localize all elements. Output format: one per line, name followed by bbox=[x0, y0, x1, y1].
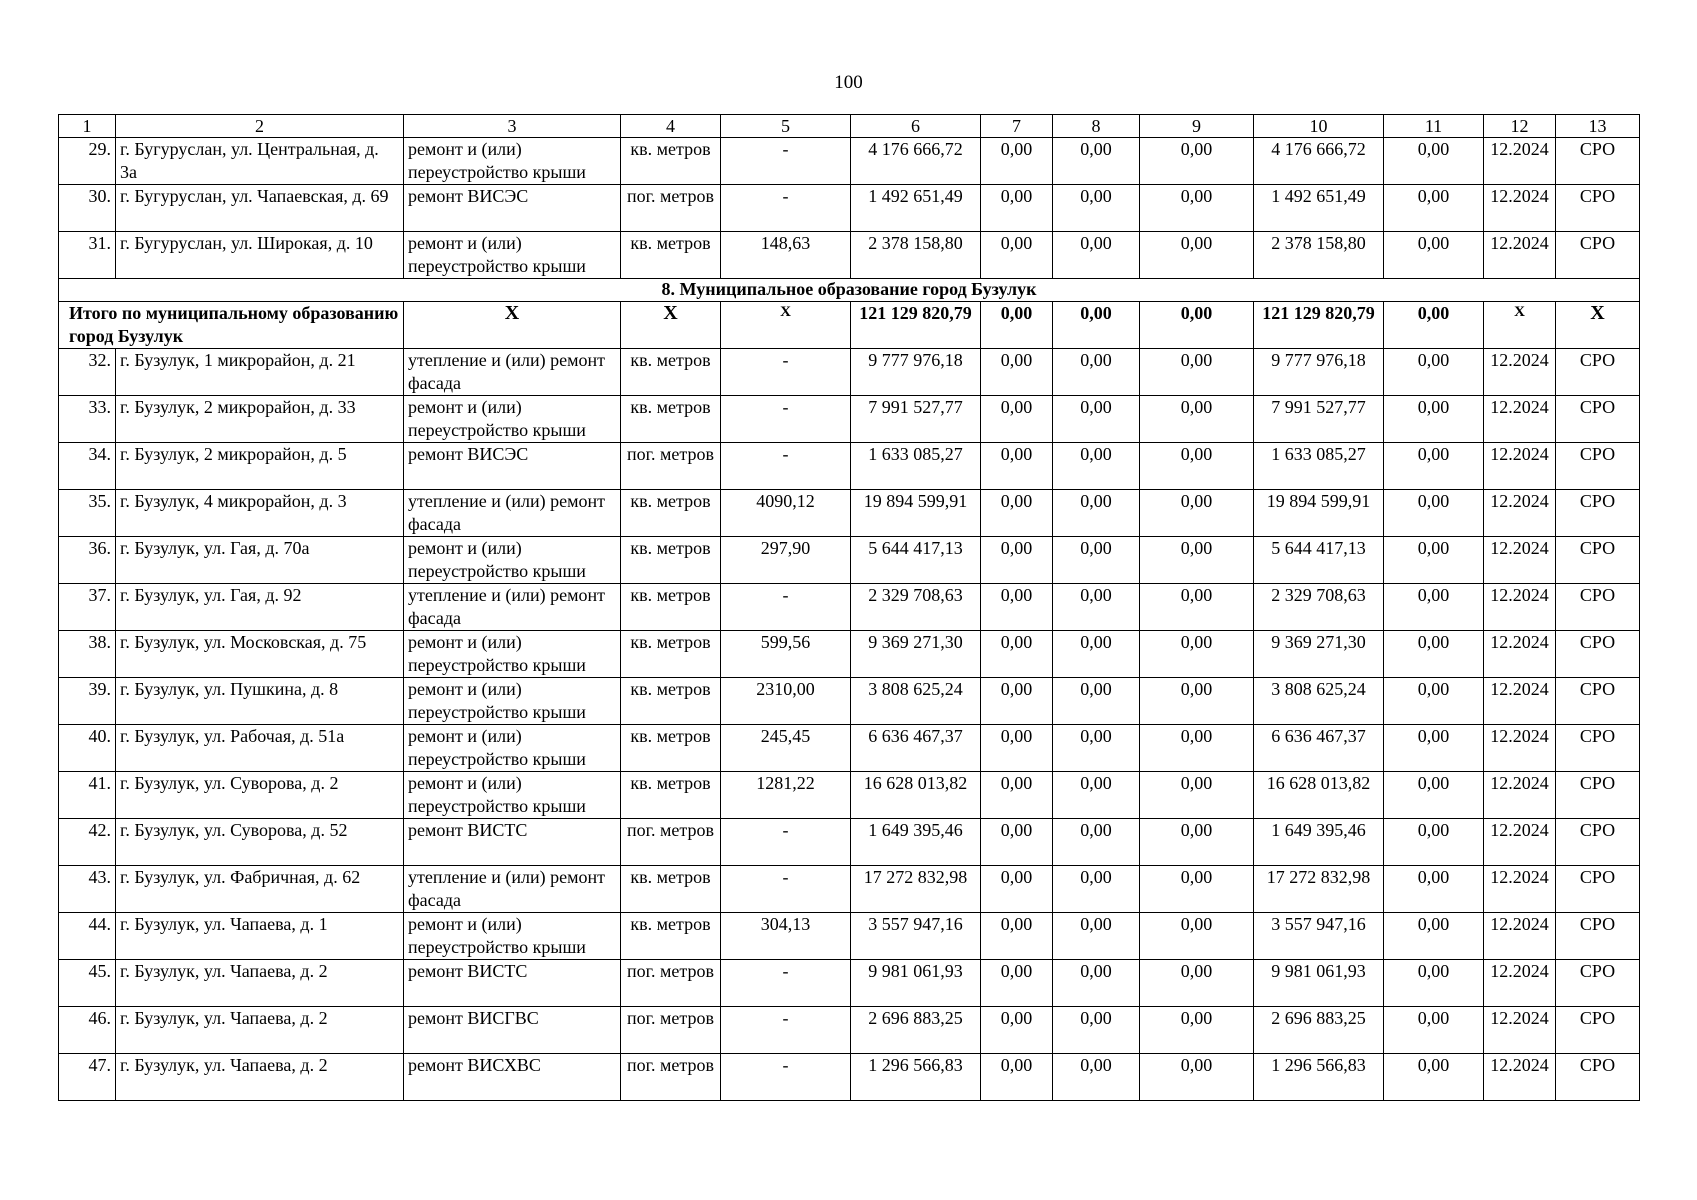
cost-cell: 0,00 bbox=[1053, 631, 1140, 678]
cost-cell: 0,00 bbox=[1140, 725, 1254, 772]
total-cost-cell: 3 808 625,24 bbox=[851, 678, 981, 725]
cost-cell: 0,00 bbox=[981, 537, 1053, 584]
cost-cell: 0,00 bbox=[981, 490, 1053, 537]
address-cell: г. Бузулук, 2 микрорайон, д. 33 bbox=[116, 396, 404, 443]
table-row bbox=[59, 725, 1640, 772]
address-cell: г. Бузулук, ул. Фабричная, д. 62 bbox=[116, 866, 404, 913]
area-cell: 2310,00 bbox=[721, 678, 851, 725]
section-title: 8. Муниципальное образование город Бузулук bbox=[59, 279, 1640, 302]
page-number: 100 bbox=[834, 72, 863, 93]
cost-cell: 0,00 bbox=[981, 960, 1053, 1007]
cost-cell: 0,00 bbox=[1140, 1007, 1254, 1054]
contractor-cell: СРО bbox=[1556, 725, 1640, 772]
cost-cell: 0,00 bbox=[1384, 1054, 1484, 1101]
row-number: 36. bbox=[59, 537, 116, 584]
table-row bbox=[59, 678, 1640, 725]
table-row bbox=[59, 138, 1640, 185]
row-number: 39. bbox=[59, 678, 116, 725]
total-cell: 121 129 820,79 bbox=[851, 302, 981, 349]
completion-date-cell: 12.2024 bbox=[1484, 537, 1556, 584]
total-cell: X bbox=[1484, 302, 1556, 349]
completion-date-cell: 12.2024 bbox=[1484, 138, 1556, 185]
completion-date-cell: 12.2024 bbox=[1484, 725, 1556, 772]
unit-cell: кв. метров bbox=[621, 913, 721, 960]
cost-cell: 0,00 bbox=[1053, 772, 1140, 819]
cost-cell: 0,00 bbox=[1140, 866, 1254, 913]
completion-date-cell: 12.2024 bbox=[1484, 232, 1556, 279]
area-cell: 304,13 bbox=[721, 913, 851, 960]
work-type-cell: ремонт и (или) переустройство крыши bbox=[404, 913, 621, 960]
cost-cell: 3 557 947,16 bbox=[1254, 913, 1384, 960]
municipality-total-row bbox=[59, 302, 1640, 349]
cost-cell: 0,00 bbox=[1384, 913, 1484, 960]
address-cell: г. Бузулук, ул. Чапаева, д. 1 bbox=[116, 913, 404, 960]
address-cell: г. Бузулук, ул. Гая, д. 92 bbox=[116, 584, 404, 631]
column-header: 11 bbox=[1384, 115, 1484, 138]
cost-cell: 17 272 832,98 bbox=[1254, 866, 1384, 913]
contractor-cell: СРО bbox=[1556, 1054, 1640, 1101]
unit-cell: пог. метров bbox=[621, 185, 721, 232]
contractor-cell: СРО bbox=[1556, 678, 1640, 725]
total-label: Итого по муниципальному образованию город Бузулук bbox=[59, 302, 404, 349]
total-cell: 0,00 bbox=[1140, 302, 1254, 349]
work-type-cell: утепление и (или) ремонт фасада bbox=[404, 866, 621, 913]
work-type-cell: ремонт ВИСГВС bbox=[404, 1007, 621, 1054]
total-cell: 0,00 bbox=[981, 302, 1053, 349]
work-type-cell: утепление и (или) ремонт фасада bbox=[404, 349, 621, 396]
cost-cell: 0,00 bbox=[1053, 185, 1140, 232]
completion-date-cell: 12.2024 bbox=[1484, 490, 1556, 537]
contractor-cell: СРО bbox=[1556, 913, 1640, 960]
cost-cell: 0,00 bbox=[1384, 819, 1484, 866]
completion-date-cell: 12.2024 bbox=[1484, 678, 1556, 725]
cost-cell: 0,00 bbox=[1384, 1007, 1484, 1054]
work-type-cell: ремонт и (или) переустройство крыши bbox=[404, 232, 621, 279]
cost-cell: 0,00 bbox=[1053, 584, 1140, 631]
address-cell: г. Бузулук, ул. Чапаева, д. 2 bbox=[116, 960, 404, 1007]
cost-cell: 0,00 bbox=[981, 1054, 1053, 1101]
work-type-cell: ремонт и (или) переустройство крыши bbox=[404, 772, 621, 819]
cost-cell: 0,00 bbox=[1384, 443, 1484, 490]
contractor-cell: СРО bbox=[1556, 866, 1640, 913]
completion-date-cell: 12.2024 bbox=[1484, 772, 1556, 819]
area-cell: - bbox=[721, 819, 851, 866]
work-type-cell: утепление и (или) ремонт фасада bbox=[404, 490, 621, 537]
cost-cell: 0,00 bbox=[981, 232, 1053, 279]
unit-cell: кв. метров bbox=[621, 584, 721, 631]
table-row bbox=[59, 772, 1640, 819]
completion-date-cell: 12.2024 bbox=[1484, 960, 1556, 1007]
area-cell: - bbox=[721, 138, 851, 185]
cost-cell: 7 991 527,77 bbox=[1254, 396, 1384, 443]
area-cell: - bbox=[721, 396, 851, 443]
cost-cell: 0,00 bbox=[981, 866, 1053, 913]
contractor-cell: СРО bbox=[1556, 537, 1640, 584]
area-cell: - bbox=[721, 584, 851, 631]
address-cell: г. Бузулук, ул. Суворова, д. 52 bbox=[116, 819, 404, 866]
cost-cell: 0,00 bbox=[981, 819, 1053, 866]
column-number-header bbox=[59, 115, 1640, 138]
cost-cell: 0,00 bbox=[1140, 232, 1254, 279]
address-cell: г. Бузулук, ул. Рабочая, д. 51а bbox=[116, 725, 404, 772]
work-type-cell: ремонт и (или) переустройство крыши bbox=[404, 396, 621, 443]
cost-cell: 0,00 bbox=[1053, 232, 1140, 279]
cost-cell: 0,00 bbox=[1384, 678, 1484, 725]
unit-cell: кв. метров bbox=[621, 232, 721, 279]
completion-date-cell: 12.2024 bbox=[1484, 349, 1556, 396]
cost-cell: 0,00 bbox=[1140, 1054, 1254, 1101]
cost-cell: 0,00 bbox=[1053, 1054, 1140, 1101]
total-cell: X bbox=[404, 302, 621, 349]
area-cell: 148,63 bbox=[721, 232, 851, 279]
cost-cell: 0,00 bbox=[1140, 913, 1254, 960]
table-row bbox=[59, 960, 1640, 1007]
cost-cell: 0,00 bbox=[981, 678, 1053, 725]
cost-cell: 0,00 bbox=[1053, 443, 1140, 490]
contractor-cell: СРО bbox=[1556, 349, 1640, 396]
work-type-cell: ремонт ВИСЭС bbox=[404, 443, 621, 490]
total-cell: 121 129 820,79 bbox=[1254, 302, 1384, 349]
cost-cell: 0,00 bbox=[1140, 349, 1254, 396]
contractor-cell: СРО bbox=[1556, 490, 1640, 537]
address-cell: г. Бузулук, 2 микрорайон, д. 5 bbox=[116, 443, 404, 490]
row-number: 42. bbox=[59, 819, 116, 866]
total-cell: 0,00 bbox=[1053, 302, 1140, 349]
cost-cell: 0,00 bbox=[1140, 584, 1254, 631]
total-cost-cell: 6 636 467,37 bbox=[851, 725, 981, 772]
row-number: 38. bbox=[59, 631, 116, 678]
total-cost-cell: 7 991 527,77 bbox=[851, 396, 981, 443]
cost-cell: 0,00 bbox=[1053, 349, 1140, 396]
completion-date-cell: 12.2024 bbox=[1484, 631, 1556, 678]
total-cell: X bbox=[621, 302, 721, 349]
cost-cell: 0,00 bbox=[1140, 443, 1254, 490]
total-cell: 0,00 bbox=[1384, 302, 1484, 349]
area-cell: 297,90 bbox=[721, 537, 851, 584]
column-header: 3 bbox=[404, 115, 621, 138]
cost-cell: 6 636 467,37 bbox=[1254, 725, 1384, 772]
table-row bbox=[59, 490, 1640, 537]
total-cost-cell: 3 557 947,16 bbox=[851, 913, 981, 960]
cost-cell: 0,00 bbox=[1053, 537, 1140, 584]
table-row bbox=[59, 866, 1640, 913]
cost-cell: 0,00 bbox=[981, 913, 1053, 960]
cost-cell: 0,00 bbox=[1140, 678, 1254, 725]
cost-cell: 0,00 bbox=[1384, 490, 1484, 537]
cost-cell: 0,00 bbox=[1140, 960, 1254, 1007]
area-cell: 4090,12 bbox=[721, 490, 851, 537]
completion-date-cell: 12.2024 bbox=[1484, 819, 1556, 866]
total-cost-cell: 1 492 651,49 bbox=[851, 185, 981, 232]
cost-cell: 9 369 271,30 bbox=[1254, 631, 1384, 678]
section-header-row bbox=[59, 279, 1640, 302]
contractor-cell: СРО bbox=[1556, 138, 1640, 185]
table-row bbox=[59, 349, 1640, 396]
cost-cell: 0,00 bbox=[1140, 631, 1254, 678]
work-type-cell: ремонт ВИСХВС bbox=[404, 1054, 621, 1101]
cost-cell: 1 633 085,27 bbox=[1254, 443, 1384, 490]
table-row bbox=[59, 396, 1640, 443]
cost-cell: 0,00 bbox=[1053, 819, 1140, 866]
contractor-cell: СРО bbox=[1556, 232, 1640, 279]
cost-cell: 1 492 651,49 bbox=[1254, 185, 1384, 232]
cost-cell: 1 649 395,46 bbox=[1254, 819, 1384, 866]
cost-cell: 0,00 bbox=[981, 396, 1053, 443]
contractor-cell: СРО bbox=[1556, 960, 1640, 1007]
cost-cell: 0,00 bbox=[1140, 396, 1254, 443]
cost-cell: 0,00 bbox=[1384, 232, 1484, 279]
unit-cell: кв. метров bbox=[621, 138, 721, 185]
address-cell: г. Бузулук, 4 микрорайон, д. 3 bbox=[116, 490, 404, 537]
unit-cell: кв. метров bbox=[621, 725, 721, 772]
unit-cell: кв. метров bbox=[621, 349, 721, 396]
contractor-cell: СРО bbox=[1556, 1007, 1640, 1054]
completion-date-cell: 12.2024 bbox=[1484, 443, 1556, 490]
column-header: 2 bbox=[116, 115, 404, 138]
table-row bbox=[59, 819, 1640, 866]
unit-cell: кв. метров bbox=[621, 866, 721, 913]
cost-cell: 0,00 bbox=[1053, 678, 1140, 725]
unit-cell: кв. метров bbox=[621, 490, 721, 537]
completion-date-cell: 12.2024 bbox=[1484, 866, 1556, 913]
address-cell: г. Бузулук, ул. Гая, д. 70а bbox=[116, 537, 404, 584]
area-cell: - bbox=[721, 349, 851, 396]
unit-cell: кв. метров bbox=[621, 396, 721, 443]
table-row bbox=[59, 443, 1640, 490]
table-row bbox=[59, 185, 1640, 232]
completion-date-cell: 12.2024 bbox=[1484, 1054, 1556, 1101]
cost-cell: 0,00 bbox=[1053, 866, 1140, 913]
total-cost-cell: 2 329 708,63 bbox=[851, 584, 981, 631]
address-cell: г. Бузулук, ул. Суворова, д. 2 bbox=[116, 772, 404, 819]
cost-cell: 0,00 bbox=[1384, 631, 1484, 678]
cost-cell: 0,00 bbox=[981, 725, 1053, 772]
total-cost-cell: 4 176 666,72 bbox=[851, 138, 981, 185]
row-number: 30. bbox=[59, 185, 116, 232]
total-cost-cell: 2 696 883,25 bbox=[851, 1007, 981, 1054]
row-number: 33. bbox=[59, 396, 116, 443]
column-header: 8 bbox=[1053, 115, 1140, 138]
cost-cell: 0,00 bbox=[1384, 866, 1484, 913]
total-cost-cell: 9 369 271,30 bbox=[851, 631, 981, 678]
table-row bbox=[59, 584, 1640, 631]
area-cell: - bbox=[721, 1054, 851, 1101]
area-cell: - bbox=[721, 185, 851, 232]
row-number: 43. bbox=[59, 866, 116, 913]
row-number: 34. bbox=[59, 443, 116, 490]
completion-date-cell: 12.2024 bbox=[1484, 185, 1556, 232]
table-row bbox=[59, 631, 1640, 678]
unit-cell: кв. метров bbox=[621, 631, 721, 678]
row-number: 41. bbox=[59, 772, 116, 819]
address-cell: г. Бугуруслан, ул. Чапаевская, д. 69 bbox=[116, 185, 404, 232]
cost-cell: 16 628 013,82 bbox=[1254, 772, 1384, 819]
work-type-cell: ремонт и (или) переустройство крыши bbox=[404, 678, 621, 725]
total-cell: X bbox=[1556, 302, 1640, 349]
cost-cell: 0,00 bbox=[1384, 349, 1484, 396]
total-cost-cell: 16 628 013,82 bbox=[851, 772, 981, 819]
column-header: 13 bbox=[1556, 115, 1640, 138]
cost-cell: 0,00 bbox=[981, 631, 1053, 678]
address-cell: г. Бугуруслан, ул. Широкая, д. 10 bbox=[116, 232, 404, 279]
row-number: 31. bbox=[59, 232, 116, 279]
total-cell: X bbox=[721, 302, 851, 349]
cost-cell: 0,00 bbox=[1053, 490, 1140, 537]
total-cost-cell: 9 777 976,18 bbox=[851, 349, 981, 396]
row-number: 46. bbox=[59, 1007, 116, 1054]
work-type-cell: ремонт и (или) переустройство крыши bbox=[404, 631, 621, 678]
unit-cell: кв. метров bbox=[621, 772, 721, 819]
cost-cell: 0,00 bbox=[1384, 725, 1484, 772]
cost-cell: 0,00 bbox=[1384, 960, 1484, 1007]
cost-cell: 0,00 bbox=[1053, 960, 1140, 1007]
row-number: 32. bbox=[59, 349, 116, 396]
work-type-cell: ремонт и (или) переустройство крыши bbox=[404, 537, 621, 584]
repair-program-table bbox=[58, 114, 1640, 1101]
area-cell: 1281,22 bbox=[721, 772, 851, 819]
contractor-cell: СРО bbox=[1556, 584, 1640, 631]
contractor-cell: СРО bbox=[1556, 819, 1640, 866]
cost-cell: 9 981 061,93 bbox=[1254, 960, 1384, 1007]
cost-cell: 0,00 bbox=[1384, 584, 1484, 631]
cost-cell: 0,00 bbox=[981, 1007, 1053, 1054]
cost-cell: 0,00 bbox=[1140, 772, 1254, 819]
work-type-cell: ремонт ВИСТС bbox=[404, 960, 621, 1007]
completion-date-cell: 12.2024 bbox=[1484, 913, 1556, 960]
area-cell: 599,56 bbox=[721, 631, 851, 678]
work-type-cell: утепление и (или) ремонт фасада bbox=[404, 584, 621, 631]
work-type-cell: ремонт и (или) переустройство крыши bbox=[404, 138, 621, 185]
cost-cell: 0,00 bbox=[1053, 725, 1140, 772]
total-cost-cell: 1 649 395,46 bbox=[851, 819, 981, 866]
row-number: 29. bbox=[59, 138, 116, 185]
cost-cell: 2 329 708,63 bbox=[1254, 584, 1384, 631]
contractor-cell: СРО bbox=[1556, 631, 1640, 678]
work-type-cell: ремонт и (или) переустройство крыши bbox=[404, 725, 621, 772]
address-cell: г. Бузулук, ул. Пушкина, д. 8 bbox=[116, 678, 404, 725]
address-cell: г. Бузулук, 1 микрорайон, д. 21 bbox=[116, 349, 404, 396]
completion-date-cell: 12.2024 bbox=[1484, 396, 1556, 443]
cost-cell: 0,00 bbox=[1053, 138, 1140, 185]
completion-date-cell: 12.2024 bbox=[1484, 584, 1556, 631]
cost-cell: 0,00 bbox=[1384, 138, 1484, 185]
contractor-cell: СРО bbox=[1556, 185, 1640, 232]
table-row bbox=[59, 913, 1640, 960]
total-cost-cell: 1 296 566,83 bbox=[851, 1054, 981, 1101]
column-header: 5 bbox=[721, 115, 851, 138]
contractor-cell: СРО bbox=[1556, 443, 1640, 490]
total-cost-cell: 9 981 061,93 bbox=[851, 960, 981, 1007]
total-cost-cell: 2 378 158,80 bbox=[851, 232, 981, 279]
cost-cell: 1 296 566,83 bbox=[1254, 1054, 1384, 1101]
column-header: 1 bbox=[59, 115, 116, 138]
area-cell: - bbox=[721, 1007, 851, 1054]
contractor-cell: СРО bbox=[1556, 772, 1640, 819]
cost-cell: 0,00 bbox=[1384, 396, 1484, 443]
column-header: 12 bbox=[1484, 115, 1556, 138]
column-header: 4 bbox=[621, 115, 721, 138]
row-number: 35. bbox=[59, 490, 116, 537]
unit-cell: пог. метров bbox=[621, 443, 721, 490]
table-row bbox=[59, 1007, 1640, 1054]
cost-cell: 9 777 976,18 bbox=[1254, 349, 1384, 396]
address-cell: г. Бугуруслан, ул. Центральная, д. 3а bbox=[116, 138, 404, 185]
address-cell: г. Бузулук, ул. Чапаева, д. 2 bbox=[116, 1054, 404, 1101]
unit-cell: пог. метров bbox=[621, 960, 721, 1007]
total-cost-cell: 17 272 832,98 bbox=[851, 866, 981, 913]
work-type-cell: ремонт ВИСЭС bbox=[404, 185, 621, 232]
unit-cell: пог. метров bbox=[621, 1007, 721, 1054]
unit-cell: пог. метров bbox=[621, 1054, 721, 1101]
unit-cell: кв. метров bbox=[621, 537, 721, 584]
cost-cell: 4 176 666,72 bbox=[1254, 138, 1384, 185]
total-cost-cell: 5 644 417,13 bbox=[851, 537, 981, 584]
cost-cell: 0,00 bbox=[1140, 490, 1254, 537]
cost-cell: 0,00 bbox=[1053, 1007, 1140, 1054]
address-cell: г. Бузулук, ул. Чапаева, д. 2 bbox=[116, 1007, 404, 1054]
table-row bbox=[59, 537, 1640, 584]
contractor-cell: СРО bbox=[1556, 396, 1640, 443]
column-header: 7 bbox=[981, 115, 1053, 138]
cost-cell: 0,00 bbox=[1384, 185, 1484, 232]
cost-cell: 3 808 625,24 bbox=[1254, 678, 1384, 725]
cost-cell: 0,00 bbox=[1140, 138, 1254, 185]
cost-cell: 0,00 bbox=[1053, 913, 1140, 960]
cost-cell: 2 696 883,25 bbox=[1254, 1007, 1384, 1054]
cost-cell: 0,00 bbox=[1053, 396, 1140, 443]
row-number: 45. bbox=[59, 960, 116, 1007]
row-number: 37. bbox=[59, 584, 116, 631]
unit-cell: кв. метров bbox=[621, 678, 721, 725]
column-header: 9 bbox=[1140, 115, 1254, 138]
total-cost-cell: 1 633 085,27 bbox=[851, 443, 981, 490]
area-cell: - bbox=[721, 960, 851, 1007]
table-row bbox=[59, 1054, 1640, 1101]
cost-cell: 19 894 599,91 bbox=[1254, 490, 1384, 537]
column-header: 6 bbox=[851, 115, 981, 138]
cost-cell: 0,00 bbox=[981, 138, 1053, 185]
cost-cell: 5 644 417,13 bbox=[1254, 537, 1384, 584]
cost-cell: 2 378 158,80 bbox=[1254, 232, 1384, 279]
total-cost-cell: 19 894 599,91 bbox=[851, 490, 981, 537]
area-cell: - bbox=[721, 443, 851, 490]
cost-cell: 0,00 bbox=[981, 772, 1053, 819]
unit-cell: пог. метров bbox=[621, 819, 721, 866]
cost-cell: 0,00 bbox=[981, 349, 1053, 396]
row-number: 44. bbox=[59, 913, 116, 960]
cost-cell: 0,00 bbox=[981, 185, 1053, 232]
cost-cell: 0,00 bbox=[1384, 772, 1484, 819]
cost-cell: 0,00 bbox=[1140, 185, 1254, 232]
cost-cell: 0,00 bbox=[981, 584, 1053, 631]
row-number: 47. bbox=[59, 1054, 116, 1101]
cost-cell: 0,00 bbox=[1140, 819, 1254, 866]
completion-date-cell: 12.2024 bbox=[1484, 1007, 1556, 1054]
address-cell: г. Бузулук, ул. Московская, д. 75 bbox=[116, 631, 404, 678]
work-type-cell: ремонт ВИСТС bbox=[404, 819, 621, 866]
area-cell: 245,45 bbox=[721, 725, 851, 772]
table-row bbox=[59, 232, 1640, 279]
area-cell: - bbox=[721, 866, 851, 913]
cost-cell: 0,00 bbox=[1140, 537, 1254, 584]
row-number: 40. bbox=[59, 725, 116, 772]
cost-cell: 0,00 bbox=[1384, 537, 1484, 584]
column-header: 10 bbox=[1254, 115, 1384, 138]
cost-cell: 0,00 bbox=[981, 443, 1053, 490]
